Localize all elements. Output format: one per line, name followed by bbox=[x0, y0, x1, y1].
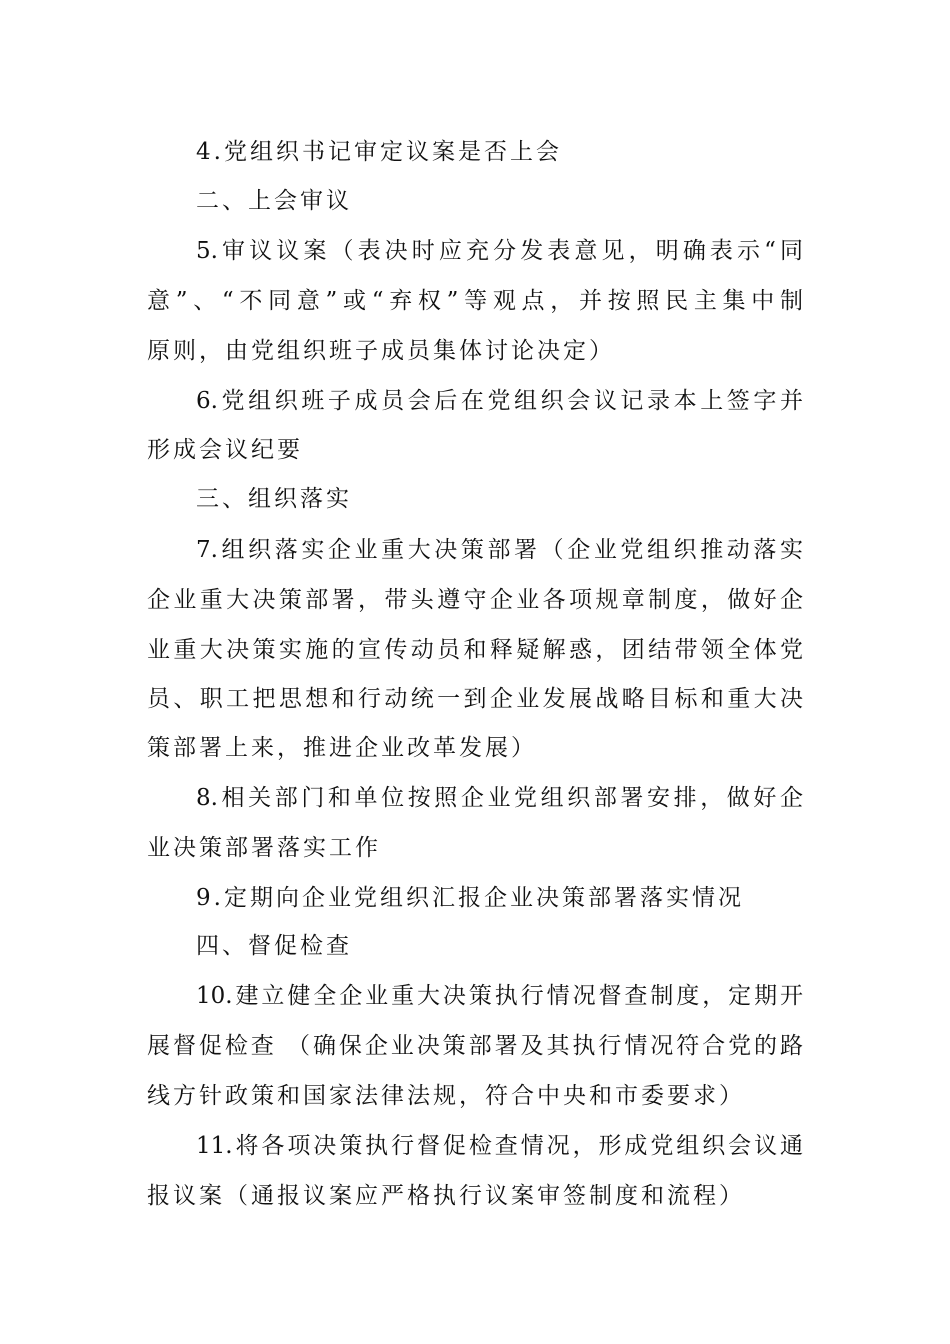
item-5-text-cont: 意”、“不同意”或“弃权”等观点，并按照民主集中制 bbox=[147, 288, 803, 314]
item-6-text-cont: 形成会议纪要 bbox=[147, 437, 303, 463]
item-8-text: 8.相关部门和单位按照企业党组织部署安排，做好企 bbox=[196, 785, 803, 811]
item-7-text-cont: 业重大决策实施的宣传动员和释疑解惑，团结带领全体党 bbox=[147, 637, 803, 663]
item-8-text-cont: 业决策部署落实工作 bbox=[147, 835, 381, 861]
item-10-text: 10.建立健全企业重大决策执行情况督查制度，定期开 bbox=[196, 983, 803, 1009]
section-heading-3: 三、组织落实 bbox=[196, 486, 352, 512]
item-7-text-cont: 企业重大决策部署，带头遵守企业各项规章制度，做好企 bbox=[147, 587, 803, 613]
item-10-text-cont: 展督促检查 （确保企业决策部署及其执行情况符合党的路 bbox=[147, 1033, 803, 1059]
item-5-text: 5.审议议案（表决时应充分发表意见，明确表示“同 bbox=[196, 238, 803, 264]
section-heading-4: 四、督促检查 bbox=[196, 933, 352, 959]
section-heading-2: 二、上会审议 bbox=[196, 188, 352, 214]
item-11-text-cont: 报议案（通报议案应严格执行议案审签制度和流程） bbox=[147, 1183, 745, 1209]
item-9-text: 9.定期向企业党组织汇报企业决策部署落实情况 bbox=[196, 885, 744, 911]
item-4-text: 4.党组织书记审定议案是否上会 bbox=[196, 139, 562, 165]
item-7-text-cont: 策部署上来，推进企业改革发展） bbox=[147, 735, 537, 761]
item-11-text: 11.将各项决策执行督促检查情况，形成党组织会议通 bbox=[196, 1133, 803, 1159]
item-6-text: 6.党组织班子成员会后在党组织会议记录本上签字并 bbox=[196, 388, 803, 414]
item-5-text-cont: 原则，由党组织班子成员集体讨论决定） bbox=[147, 338, 615, 364]
item-7-text: 7.组织落实企业重大决策部署（企业党组织推动落实 bbox=[196, 537, 803, 563]
item-10-text-cont: 线方针政策和国家法律法规，符合中央和市委要求） bbox=[147, 1083, 745, 1109]
item-7-text-cont: 员、职工把思想和行动统一到企业发展战略目标和重大决 bbox=[147, 686, 803, 712]
